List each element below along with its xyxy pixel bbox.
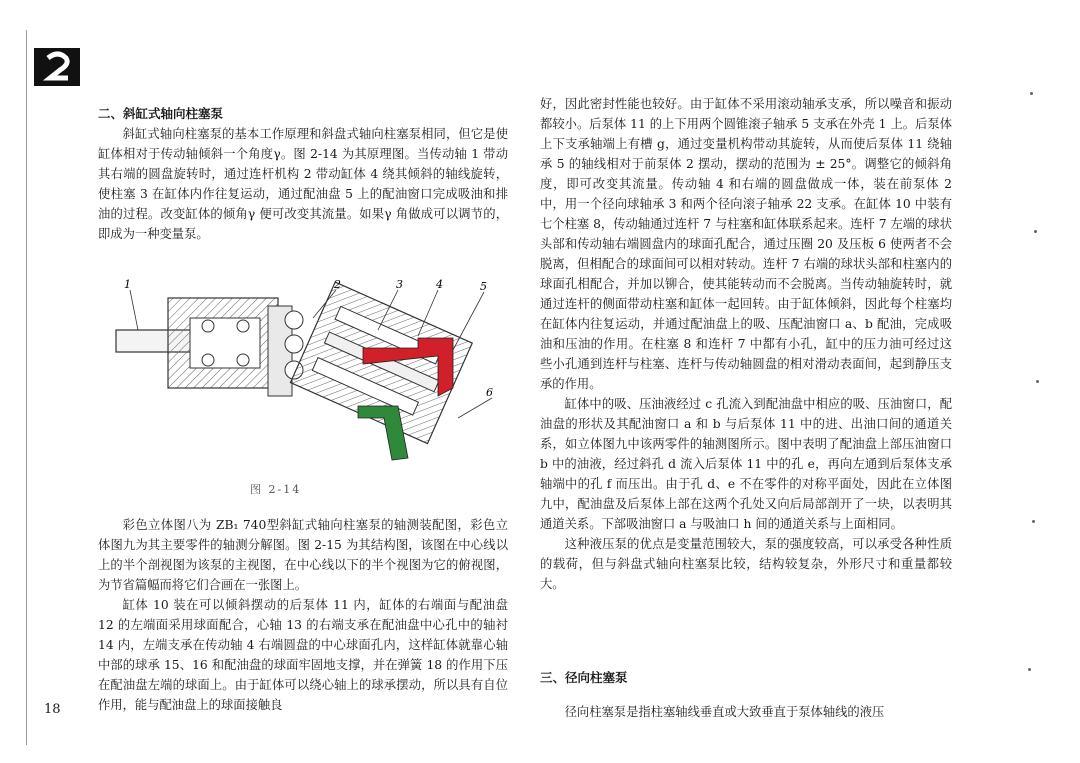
svg-text:1: 1 xyxy=(124,278,131,291)
paragraph-intro: 斜缸式轴向柱塞泵的基本工作原理和斜盘式轴向柱塞泵相同，但它是使缸体相对于传动轴倾斜一个角度γ。图 2-14 为其原理图。当传动轴 1 带动其右端的圆盘旋转时，通过连杆机构 2 带动缸体 4 绕其倾斜的轴线旋转，使柱塞 3 在缸体内作往复运动，通过配油盘 5 上的配油窗口完成吸油和排油的过程。改变缸体的倾角γ 便可改变其流量。如果γ 角做成可以调节的，即成为一种变量泵。 xyxy=(98,127,508,241)
svg-text:6: 6 xyxy=(486,386,493,399)
paragraph-cylinder-block: 缸体 10 装在可以倾斜摆动的后泵体 11 内，缸体的右端面与配油盘 12 的左端面采用球面配合，心轴 13 的右端支承在配油盘中心孔中的轴衬 14 内，左端支承在传动轴 4 右端圆盘的中心球面孔内，这样缸体就靠心轴中部的球承 15、16 和配油盘的球面牢固地支撑，并在弹簧 18 的作用下压在配油盘左端的球面上。由于缸体可以绕心轴上的球承摆动，所以具有自位作用，能与配油盘上的球面接触良 xyxy=(98,598,508,712)
paragraph-advantages: 这种液压泵的优点是变量范围较大，泵的强度较高，可以承受各种性质的载荷，但与斜盘式轴向柱塞泵比较，结构较复杂，外形尺寸和重量都较大。 xyxy=(540,537,952,591)
chapter-mark-logo xyxy=(34,48,80,86)
right-column-heading-block xyxy=(540,668,628,688)
left-column xyxy=(98,104,508,244)
page-number: 18 xyxy=(44,702,61,717)
figure-caption: 图 2-14 xyxy=(250,483,302,496)
svg-text:5: 5 xyxy=(480,280,487,293)
figure-2-14-diagram xyxy=(108,278,508,464)
left-column-bottom xyxy=(98,515,508,715)
right-column xyxy=(540,94,952,594)
svg-text:3: 3 xyxy=(396,278,403,291)
svg-text:4: 4 xyxy=(436,278,443,291)
paragraph-zb-description: 彩色立体图八为 ZB₁ 740型斜缸式轴向柱塞泵的轴测装配图，彩色立体图九为其主要零件的轴测分解图。图 2-15 为其结构图，该图在中心线以上的半个剖视图为该泵的主视图，在中心线以下的半个视图为它的俯视图，为节省篇幅而将它们合画在一张图上。 xyxy=(98,518,508,592)
right-column-last-line xyxy=(540,702,952,722)
paragraph-continued: 好，因此密封性能也较好。由于缸体不采用滚动轴承支承，所以噪音和振动都较小。后泵体 11 的上下用两个圆锥滚子轴承 5 支承在外壳 1 上。后泵体上下支承轴端上有槽 g，通过变量机构带动其旋转，从而使后泵体 11 绕轴承 5 的轴线相对于前泵体 2 摆动，摆动的范围为 ± 25°。调整它的倾斜角度，即可改变其流量。传动轴 4 和右端的圆盘做成一体，装在前泵体 2 中，用一个径向球轴承 3 和两个径向滚子轴承 22 支承。在缸体 10 中装有七个柱塞 8，传动轴通过连杆 7 与柱塞和缸体联系起来。连杆 7 左端的球状头部和传动轴右端圆盘内的球面孔配合，通过压圈 20 及压板 6 使两者不会脱离，但相配合的球面间可以相对转动。连杆 7 右端的球状头部和柱塞内的球面孔相配合，并加以铆合，使其能转动而不会脱离。当传动轴旋转时，就通过连杆的侧面带动柱塞和缸体一起回转。由于缸体倾斜，因此每个柱塞均在缸体内往复运动，并通过配油盘上的吸、压配油窗口 a、b 配油，完成吸油和压油的作用。在柱塞 8 和连杆 7 中都有小孔，缸中的压力油可经过这些小孔通到连杆与柱塞、连杆与传动轴圆盘的相对滑动表面间，起到静压支承的作用。 xyxy=(540,97,952,391)
section-title-left: 二、斜缸式轴向柱塞泵 xyxy=(98,106,224,121)
svg-text:2: 2 xyxy=(334,278,341,291)
paragraph-oil-passage: 缸体中的吸、压油液经过 c 孔流入到配油盘中相应的吸、压油窗口，配油盘的形状及其配油窗口 a 和 b 与后泵体 11 中的进、出油口间的通道关系，如立体图九中该两零件的轴测图所示。图中表明了配油盘上部压油窗口 b 中的油液，经过斜孔 d 流入后泵体 11 中的孔 e，再向左通到后泵体支承轴端中的孔 f 而压出。由于孔 d、e 不在零件的对称平面处，因此在立体图九中，配油盘及后泵体上部在这两个孔处又向后局部剖开了一块，以表明其通道关系。下部吸油窗口 a 与吸油口 h 间的通道关系与上面相同。 xyxy=(540,397,952,531)
paragraph-radial-pump: 径向柱塞泵是指柱塞轴线垂直或大致垂直于泵体轴线的液压 xyxy=(564,705,885,719)
page-fold-line xyxy=(26,30,27,745)
section-title-right: 三、径向柱塞泵 xyxy=(540,670,628,685)
